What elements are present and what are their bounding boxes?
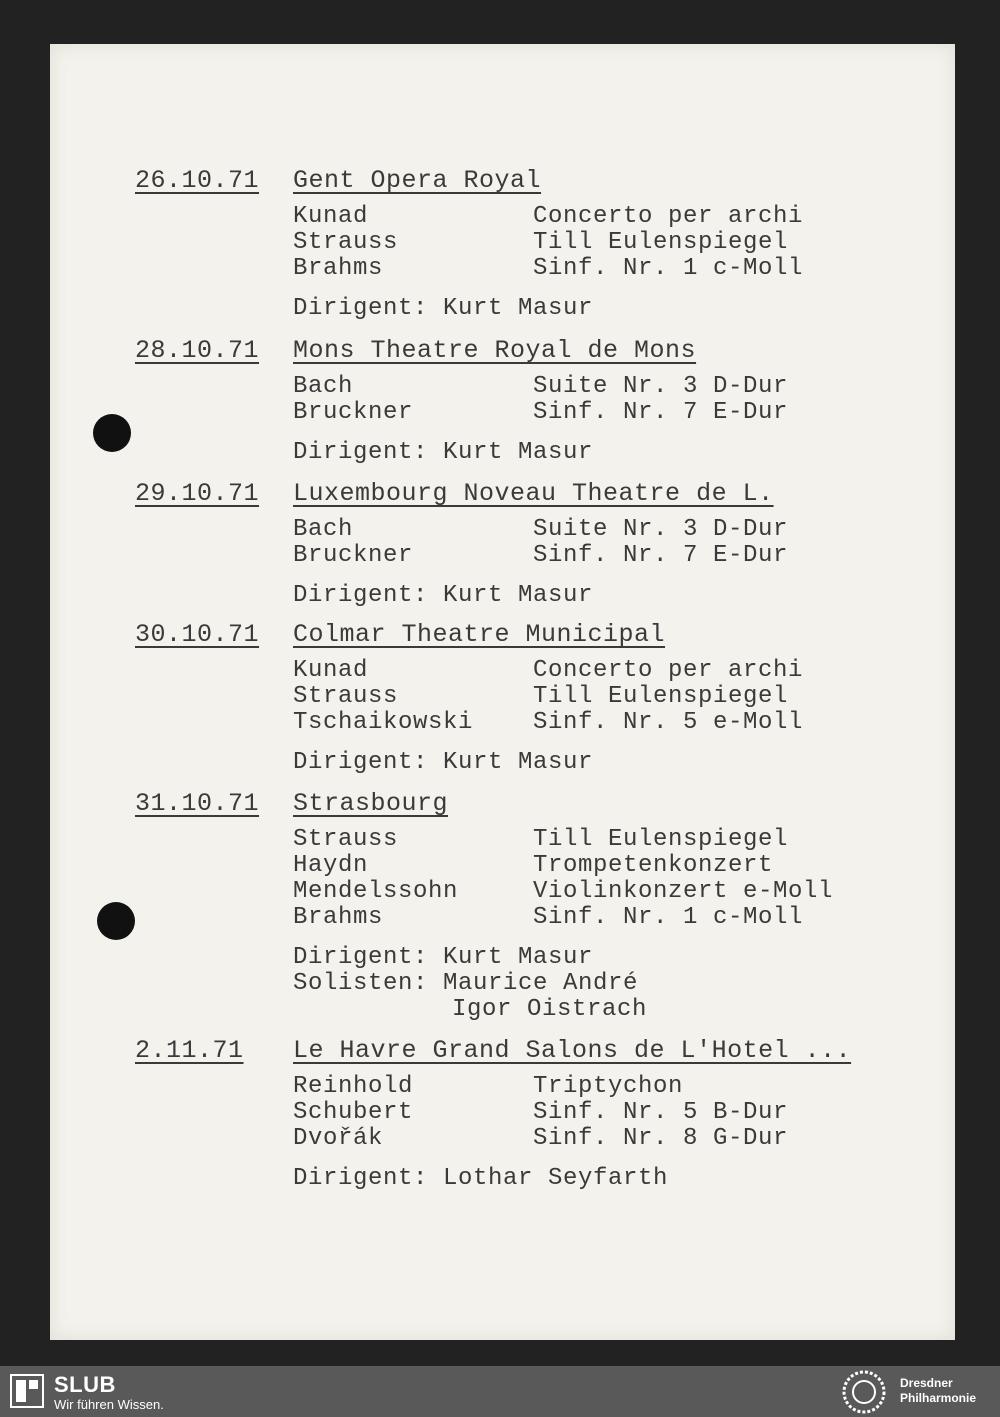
work-title: Sinf. Nr. 5 B-Dur [533, 1099, 789, 1126]
slub-logo-icon [10, 1374, 44, 1408]
program-row [293, 400, 913, 426]
partner-name-line: Dresdner [900, 1376, 953, 1390]
soloists-line: Igor Oistrach [452, 996, 648, 1023]
philharmonie-logo-icon [840, 1368, 888, 1416]
program-row [293, 374, 913, 400]
composer: Brahms [293, 904, 384, 931]
program-row [293, 905, 913, 931]
work-title: Sinf. Nr. 8 G-Dur [533, 1125, 789, 1152]
work-title: Suite Nr. 3 D-Dur [533, 516, 789, 543]
conductor-line: Dirigent: Kurt Masur [293, 944, 594, 971]
conductor-line: Dirigent: Kurt Masur [293, 295, 594, 322]
program-row [293, 204, 913, 230]
work-title: Sinf. Nr. 7 E-Dur [533, 399, 789, 426]
work-title: Sinf. Nr. 1 c-Moll [533, 904, 804, 931]
concert-venue: Luxembourg Noveau Theatre de L. [293, 479, 774, 508]
concert-venue: Le Havre Grand Salons de L'Hotel ... [293, 1036, 852, 1065]
conductor-line: Dirigent: Kurt Masur [293, 582, 594, 609]
composer: Dvořák [293, 1125, 384, 1152]
footer-bar [0, 1366, 1000, 1417]
composer: Haydn [293, 852, 369, 879]
composer: Kunad [293, 657, 369, 684]
program-list [293, 658, 913, 736]
program-row [293, 658, 913, 684]
program-list [293, 517, 913, 569]
composer: Strauss [293, 683, 399, 710]
conductor-line: Dirigent: Lothar Seyfarth [293, 1165, 669, 1192]
conductor-line: Dirigent: Kurt Masur [293, 439, 594, 466]
punch-hole [97, 902, 135, 940]
composer: Strauss [293, 229, 399, 256]
work-title: Concerto per archi [533, 203, 804, 230]
program-row [293, 827, 913, 853]
work-title: Trompetenkonzert [533, 852, 774, 879]
concert-date: 26.10.71 [135, 166, 260, 195]
partner-name [900, 1376, 976, 1406]
program-row [293, 1126, 913, 1152]
composer: Bruckner [293, 399, 414, 426]
soloists-line: Solisten: Maurice André [293, 970, 639, 997]
program-row [293, 543, 913, 569]
program-list [293, 827, 913, 931]
punch-hole [93, 414, 131, 452]
composer: Bach [293, 373, 354, 400]
concert-date: 28.10.71 [135, 336, 260, 365]
work-title: Triptychon [533, 1073, 684, 1100]
concert-venue: Mons Theatre Royal de Mons [293, 336, 697, 365]
library-tagline: Wir führen Wissen. [54, 1397, 164, 1412]
composer: Tschaikowski [293, 709, 474, 736]
work-title: Violinkonzert e-Moll [533, 878, 834, 905]
composer: Schubert [293, 1099, 414, 1126]
work-title: Suite Nr. 3 D-Dur [533, 373, 789, 400]
program-row [293, 1100, 913, 1126]
concert-date: 2.11.71 [135, 1036, 244, 1065]
composer: Kunad [293, 203, 369, 230]
composer: Mendelssohn [293, 878, 459, 905]
program-list [293, 374, 913, 426]
program-row [293, 1074, 913, 1100]
concert-venue: Gent Opera Royal [293, 166, 542, 195]
work-title: Till Eulenspiegel [533, 683, 789, 710]
concert-date: 31.10.71 [135, 789, 260, 818]
work-title: Sinf. Nr. 7 E-Dur [533, 542, 789, 569]
program-list [293, 204, 913, 282]
composer: Reinhold [293, 1073, 414, 1100]
program-row [293, 517, 913, 543]
program-list [293, 1074, 913, 1152]
work-title: Sinf. Nr. 1 c-Moll [533, 255, 804, 282]
concert-venue: Colmar Theatre Municipal [293, 620, 666, 649]
conductor-line: Dirigent: Kurt Masur [293, 749, 594, 776]
work-title: Till Eulenspiegel [533, 826, 789, 853]
concert-date: 30.10.71 [135, 620, 260, 649]
program-row [293, 684, 913, 710]
concert-venue: Strasbourg [293, 789, 449, 818]
composer: Brahms [293, 255, 384, 282]
partner-name-line: Philharmonie [900, 1391, 977, 1405]
composer: Strauss [293, 826, 399, 853]
concert-date: 29.10.71 [135, 479, 260, 508]
program-row [293, 853, 913, 879]
composer: Bach [293, 516, 354, 543]
program-row [293, 256, 913, 282]
program-row [293, 879, 913, 905]
program-row [293, 710, 913, 736]
work-title: Till Eulenspiegel [533, 229, 789, 256]
program-row [293, 230, 913, 256]
document-page [50, 44, 955, 1340]
work-title: Concerto per archi [533, 657, 804, 684]
composer: Bruckner [293, 542, 414, 569]
work-title: Sinf. Nr. 5 e-Moll [533, 709, 804, 736]
library-name: SLUB [54, 1372, 116, 1397]
